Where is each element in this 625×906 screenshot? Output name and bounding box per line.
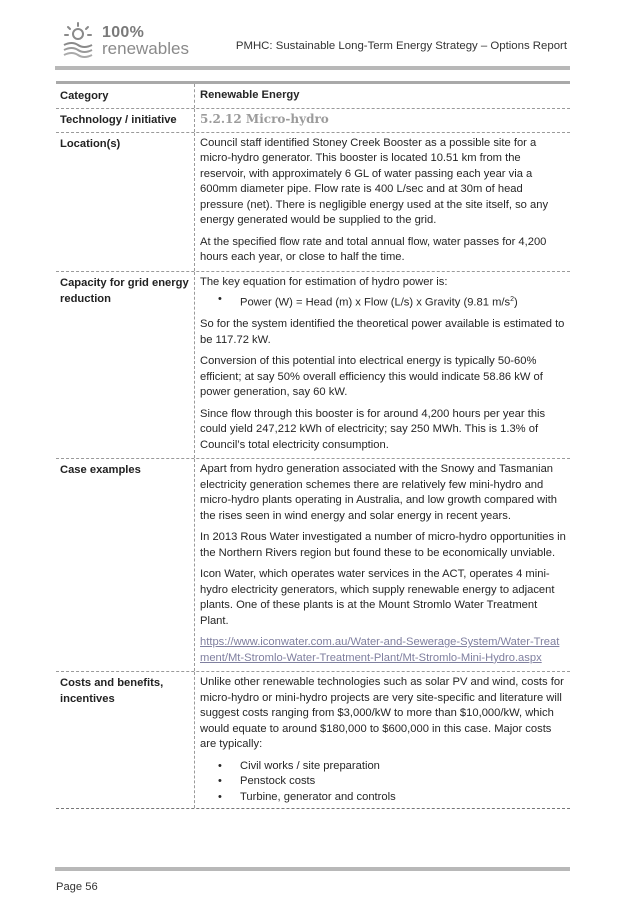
section-heading: 5.2.12 Micro-hydro <box>200 112 329 126</box>
case-examples-row <box>56 459 570 672</box>
paragraph: At the specified flow rate and total annual flow, water passes for 4,200 hours each year, or close to half the time. <box>200 235 547 263</box>
paragraph: The key equation for estimation of hydro power is: <box>200 275 448 288</box>
paragraph: So for the system identified the theoretical power available is estimated to be 117.72 kW. <box>200 318 565 346</box>
logo-line-2: renewables <box>102 39 189 58</box>
capacity-row <box>56 272 570 460</box>
row-label-location: Location(s) <box>60 137 121 150</box>
company-logo <box>58 20 189 62</box>
paragraph: Icon Water, which operates water services in the ACT, operates 4 mini-hydro electricity generators, which supply renewable energy to adjacent plants. One of these plants is at the Mount Stromlo Water Treatment Plant. <box>200 568 555 627</box>
technology-row <box>56 109 570 133</box>
options-table <box>56 81 570 809</box>
equation-item: • Power (W) = Head (m) x Flow (L/s) x Gravity (9.81 $m/s^2$) <box>240 292 566 311</box>
row-label-costs: Costs and benefits, incentives <box>60 677 164 706</box>
technology-label: Technology / initiative <box>60 114 177 126</box>
costs-list <box>200 759 566 806</box>
table-header-row <box>56 84 570 109</box>
renewable-energy-header: Renewable Energy <box>194 84 570 108</box>
report-title: PMHC: Sustainable Long-Term Energy Strategy – Options Report <box>235 40 567 52</box>
header-divider <box>55 66 570 70</box>
logo-line-1: 100% <box>102 24 145 41</box>
page-number: Page 56 <box>56 881 98 893</box>
paragraph: Council staff identified Stoney Creek Booster as a possible site for a micro-hydro generator. This booster is located 10.51 km from the reservoir, with approximately 6 GL of water passing each year via a 600mm diameter pipe. Flow rate is 400 L/sec and at 30m of head pressure (net). There is negligible energy used at the site itself, so any energy generated would be supplied to the grid. <box>200 136 549 226</box>
category-header: Category <box>60 90 109 102</box>
row-label-capacity: Capacity for grid energy reduction <box>60 276 189 305</box>
sun-leaf-icon <box>58 21 98 61</box>
paragraph: Since flow through this booster is for around 4,200 hours per year this could yield 247,212 kWh of electricity; say 250 MWh. This is 1.3% of Council’s total electricity consumption. <box>200 407 546 451</box>
costs-row <box>56 672 570 809</box>
location-row <box>56 133 570 272</box>
equation-list <box>200 292 566 311</box>
paragraph: Conversion of this potential into electrical energy is typically 50-60% efficient; at say 50% overall efficiency this would indicate 58.86 kW of power generation, say 60 kW. <box>200 355 543 399</box>
list-item: • Turbine, generator and controls <box>240 790 566 806</box>
list-item: • Civil works / site preparation <box>240 759 566 775</box>
icon-water-link[interactable]: https://www.iconwater.com.au/Water-and-Sewerage-System/Water-Treatment/Mt-Stromlo-Water-Treatment-Plant/Mt-Stromlo-Mini-Hydro.aspx <box>200 636 560 664</box>
list-item: • Penstock costs <box>240 774 566 790</box>
paragraph: Unlike other renewable technologies such as solar PV and wind, costs for micro-hydro or mini-hydro projects are very site-specific and literature will suggest costs ranging from $3,000/kW to more than $10,000/kW, which would equate to around $180,000 to $600,000 in this case. Major costs are typically: <box>200 676 564 751</box>
footer-divider <box>55 867 570 871</box>
row-label-case-examples: Case examples <box>60 464 141 477</box>
paragraph: In 2013 Rous Water investigated a number of micro-hydro opportunities in the Northern Rivers region but found these to be economically unviable. <box>200 531 566 559</box>
paragraph: Apart from hydro generation associated with the Snowy and Tasmanian electricity generation schemes there are relatively few mini-hydro and micro-hydro plants operating in Australia, and low growth compared with the rises seen in wind energy and solar energy in recent years. <box>200 463 557 522</box>
